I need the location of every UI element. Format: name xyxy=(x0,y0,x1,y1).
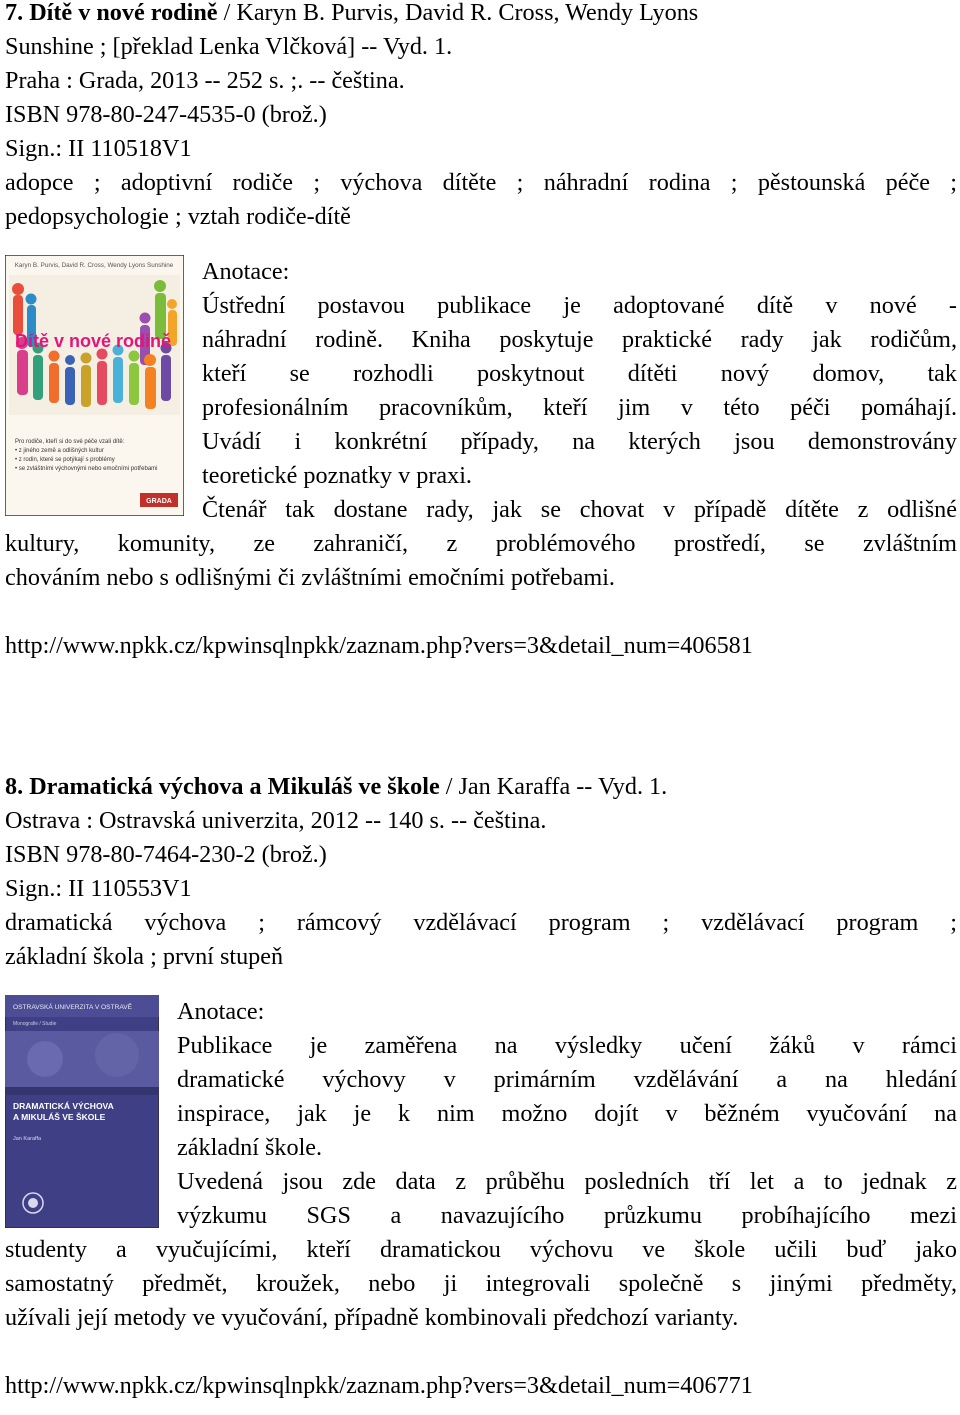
annotation-block xyxy=(5,995,957,1335)
entry-subjects-line-2: pedopsychologie ; vztah rodiče-dítě xyxy=(5,203,351,230)
entry-signature: Sign.: II 110518V1 xyxy=(5,135,192,162)
entry-publication: Praha : Grada, 2013 -- 252 s. ;. -- čeština. xyxy=(5,67,405,94)
annotation-line: studenty a vyučujícími, kteří dramatickou výchovu ve škole učili buď jako xyxy=(5,1236,957,1263)
annotation-line: užívali její metody ve vyučování, případně kombinovali předchozí varianty. xyxy=(5,1304,739,1331)
entry-heading xyxy=(5,0,957,30)
annotation-line: samostatný předmět, kroužek, nebo ji integrovali společně s jinými předměty, xyxy=(5,1270,957,1297)
entry-publication: Ostrava : Ostravská univerzita, 2012 -- 140 s. -- čeština. xyxy=(5,807,547,834)
annotation-line: teoretické poznatky v praxi. xyxy=(202,462,472,489)
cover-blurb-4: • se zvláštními výchovnými nebo emočními potřebami xyxy=(15,466,158,472)
entry-signature: Sign.: II 110553V1 xyxy=(5,875,192,902)
entry-number: 8. xyxy=(5,773,24,800)
entry-authors: / Jan Karaffa -- Vyd. 1. xyxy=(439,773,668,800)
record-link[interactable]: http://www.npkk.cz/kpwinsqlnpkk/zaznam.php?vers=3&detail_num=406771 xyxy=(5,1372,753,1399)
annotation-line: dramatické výchovy v primárním vzdělávání a na hledání xyxy=(177,1066,957,1093)
annotation-line: Publikace je zaměřena na výsledky učení žáků v rámci xyxy=(177,1032,957,1059)
cover-illustration xyxy=(5,1031,159,1095)
annotation-line: chováním nebo s odlišnými či zvláštními emočními potřebami. xyxy=(5,564,615,591)
annotation-text xyxy=(202,255,957,527)
annotation-line: inspirace, jak je k nim možno dojít v běžném vyučování na xyxy=(177,1100,957,1127)
bibliographic-entry xyxy=(5,770,957,1403)
annotation-line: Čtenář tak dostane rady, jak se chovat v případě dítěte z odlišné xyxy=(202,496,957,523)
entry-subjects-line-1: adopce ; adoptivní rodiče ; výchova dítěte ; náhradní rodina ; pěstounská péče ; xyxy=(5,169,957,196)
annotation-line: kultury, komunity, ze zahraničí, z problémového prostředí, se zvláštním xyxy=(5,530,957,557)
cover-publisher: GRADA xyxy=(146,498,172,505)
cover-title: Dítě v nové rodině xyxy=(15,331,172,351)
bibliographic-entry xyxy=(5,0,957,663)
annotation-line: kteří se rozhodli poskytnout dítěti nový domov, tak xyxy=(202,360,957,387)
entry-authors: / Karyn B. Purvis, David R. Cross, Wendy Lyons xyxy=(217,0,699,26)
entry-subjects-line-2: základní škola ; první stupeň xyxy=(5,943,284,970)
annotation-block xyxy=(5,255,957,595)
annotation-line: výzkumu SGS a navazujícího průzkumu probíhajícího mezi xyxy=(177,1202,957,1229)
book-cover-image xyxy=(5,995,159,1228)
annotation-label: Anotace: xyxy=(202,258,290,285)
record-link[interactable]: http://www.npkk.cz/kpwinsqlnpkk/zaznam.php?vers=3&detail_num=406581 xyxy=(5,632,753,659)
annotation-line: Ústřední postavou publikace je adoptované dítě v nové - xyxy=(202,292,957,319)
cover-university: OSTRAVSKÁ UNIVERZITA V OSTRAVĚ xyxy=(13,1004,133,1011)
cover-blurb-1: Pro rodiče, kteří si do své péče vzali dítě: xyxy=(15,439,125,445)
entry-isbn: ISBN 978-80-7464-230-2 (brož.) xyxy=(5,841,327,868)
book-cover-image xyxy=(5,255,184,516)
annotation-line: Uvádí i konkrétní případy, na kterých jsou demonstrovány xyxy=(202,428,957,455)
cover-blurb-3: • z rodin, které se potýkají s problémy xyxy=(15,457,115,463)
annotation-text xyxy=(177,995,957,1233)
cover-series: Monografie / Studie xyxy=(13,1021,57,1027)
entry-subjects-line-1: dramatická výchova ; rámcový vzdělávací program ; vzdělávací program ; xyxy=(5,909,957,936)
entry-authors-continued: Sunshine ; [překlad Lenka Vlčková] -- Vyd. 1. xyxy=(5,33,453,60)
annotation-line: Uvedená jsou zde data z průběhu posledních tří let a to jednak z xyxy=(177,1168,957,1195)
cover-title-line-2: A MIKULÁŠ VE ŠKOLE xyxy=(13,1112,106,1122)
entry-title: Dítě v nové rodině xyxy=(29,0,218,26)
cover-title-line-1: DRAMATICKÁ VÝCHOVA xyxy=(13,1101,114,1111)
cover-authors: Karyn B. Purvis, David R. Cross, Wendy Lyons Sunshine xyxy=(14,262,174,269)
university-logo-center xyxy=(28,1198,38,1208)
annotation-label: Anotace: xyxy=(177,998,265,1025)
entry-number: 7. xyxy=(5,0,24,26)
entry-heading xyxy=(5,770,957,804)
annotation-line: základní škole. xyxy=(177,1134,323,1161)
annotation-line: profesionálním pracovníkům, kteří jim v této péči pomáhají. xyxy=(202,394,957,421)
cover-author: Jan Karaffa xyxy=(13,1136,42,1142)
annotation-line: náhradní rodině. Kniha poskytuje praktické rady jak rodičům, xyxy=(202,326,957,353)
entry-title: Dramatická výchova a Mikuláš ve škole xyxy=(29,773,440,800)
entry-isbn: ISBN 978-80-247-4535-0 (brož.) xyxy=(5,101,327,128)
cover-blurb-2: • z jiného země a odlišných kultur xyxy=(15,448,104,454)
